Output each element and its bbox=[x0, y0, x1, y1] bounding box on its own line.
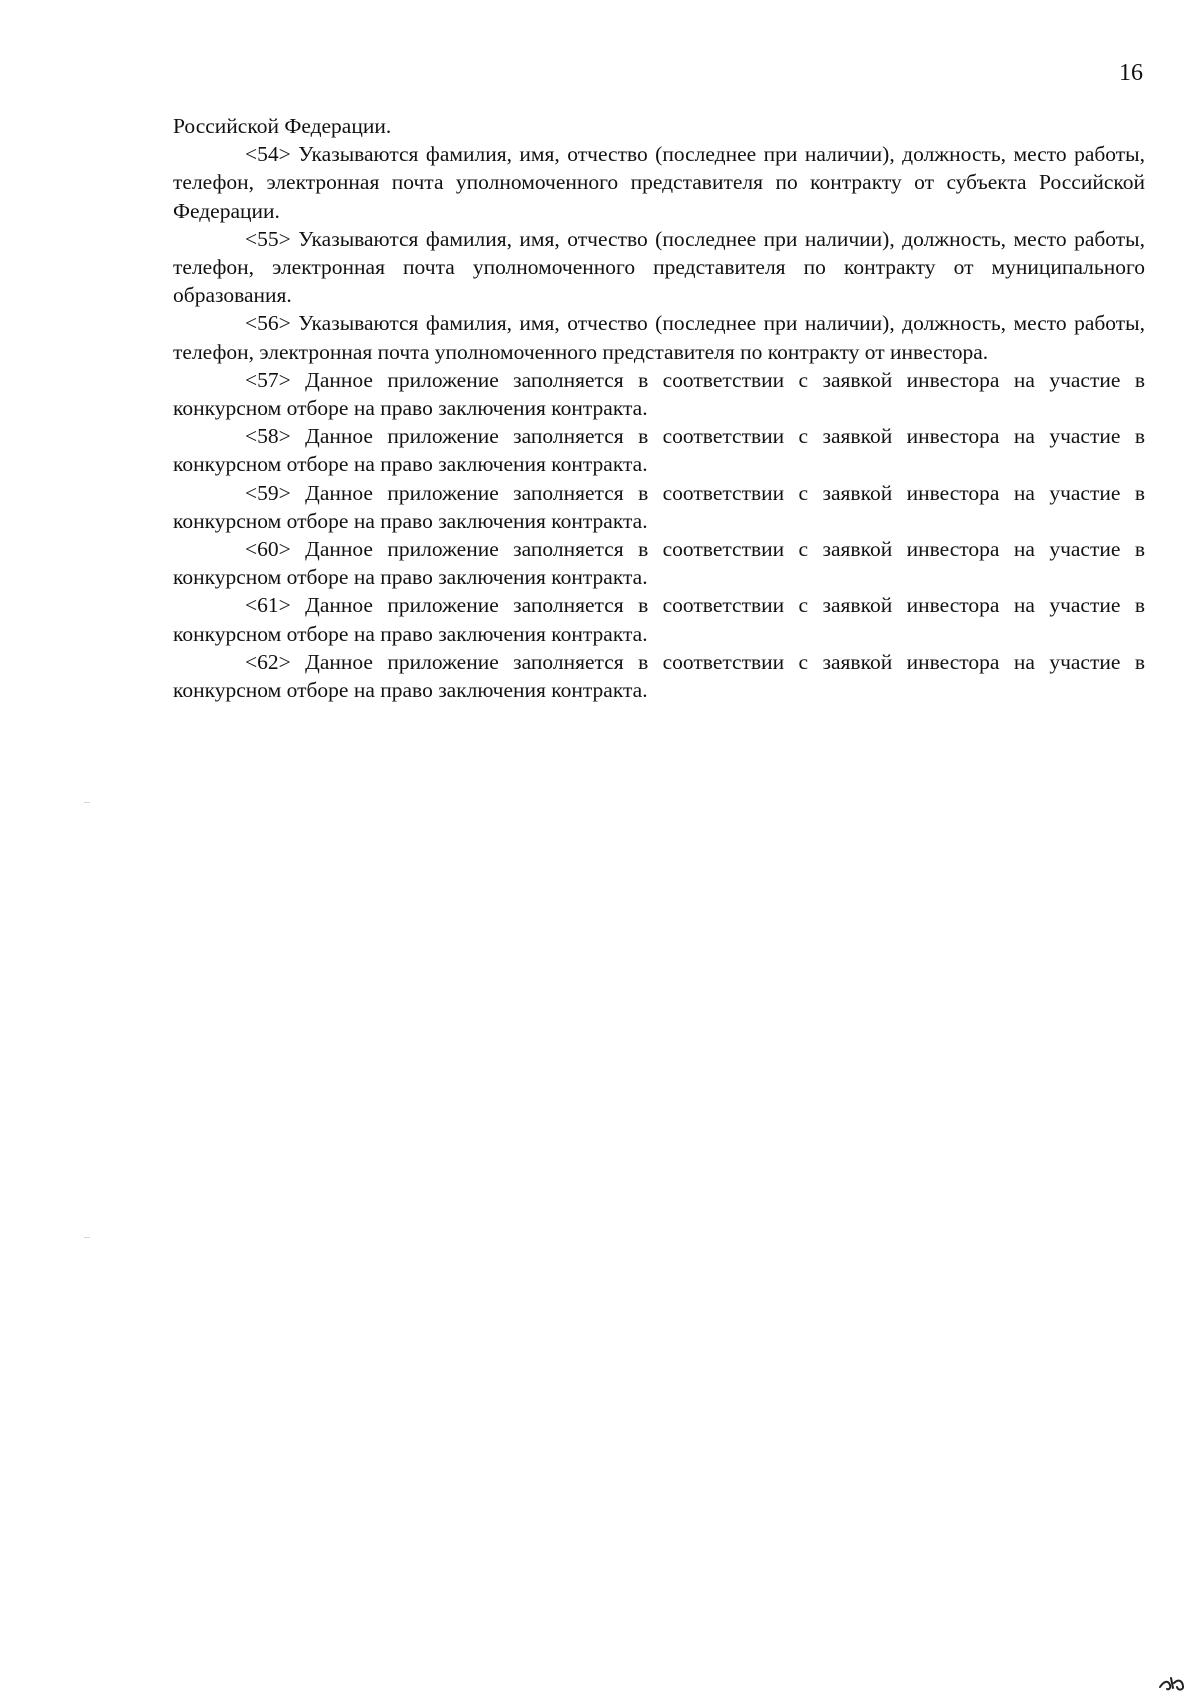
page-number: 16 bbox=[1119, 60, 1143, 86]
footnote-61: <61> Данное приложение заполняется в соответствии с заявкой инвестора на участие в конкурсном отборе на право заключения контракта. bbox=[173, 593, 1145, 646]
scan-margin-mark bbox=[84, 802, 90, 803]
footnote-62: <62> Данное приложение заполняется в соответствии с заявкой инвестора на участие в конкурсном отборе на право заключения контракта. bbox=[173, 649, 1145, 703]
footnote-58: <58> Данное приложение заполняется в соответствии с заявкой инвестора на участие в конкурсном отборе на право заключения контракта. bbox=[173, 424, 1145, 477]
footnote-59: <59> Данное приложение заполняется в соответствии с заявкой инвестора на участие в конкурсном отборе на право заключения контракта. bbox=[173, 480, 1145, 533]
footnotes-body bbox=[173, 112, 1145, 704]
paragraph-continuation: Российской Федерации. bbox=[173, 114, 392, 138]
footnote-56: <56> Указываются фамилия, имя, отчество (последнее при наличии), должность, место работы, телефон, электронная почта уполномоченного представителя по контракту от инвестора. bbox=[173, 311, 1145, 364]
footnote-60: <60> Данное приложение заполняется в соответствии с заявкой инвестора на участие в конкурсном отборе на право заключения контракта. bbox=[173, 537, 1145, 590]
footnote-57: <57> Данное приложение заполняется в соответствии с заявкой инвестора на участие в конкурсном отборе на право заключения контракта. bbox=[173, 367, 1145, 421]
handwritten-mark-icon bbox=[1156, 1671, 1186, 1693]
footnote-54: <54> Указываются фамилия, имя, отчество (последнее при наличии), должность, место работы, телефон, электронная почта уполномоченного представителя по контракту от субъекта Российской Федерации. bbox=[173, 142, 1145, 223]
footnote-55: <55> Указываются фамилия, имя, отчество (последнее при наличии), должность, место работы, телефон, электронная почта уполномоченного представителя по контракту от муниципального образования. bbox=[173, 226, 1145, 308]
scan-margin-mark bbox=[84, 1237, 90, 1238]
